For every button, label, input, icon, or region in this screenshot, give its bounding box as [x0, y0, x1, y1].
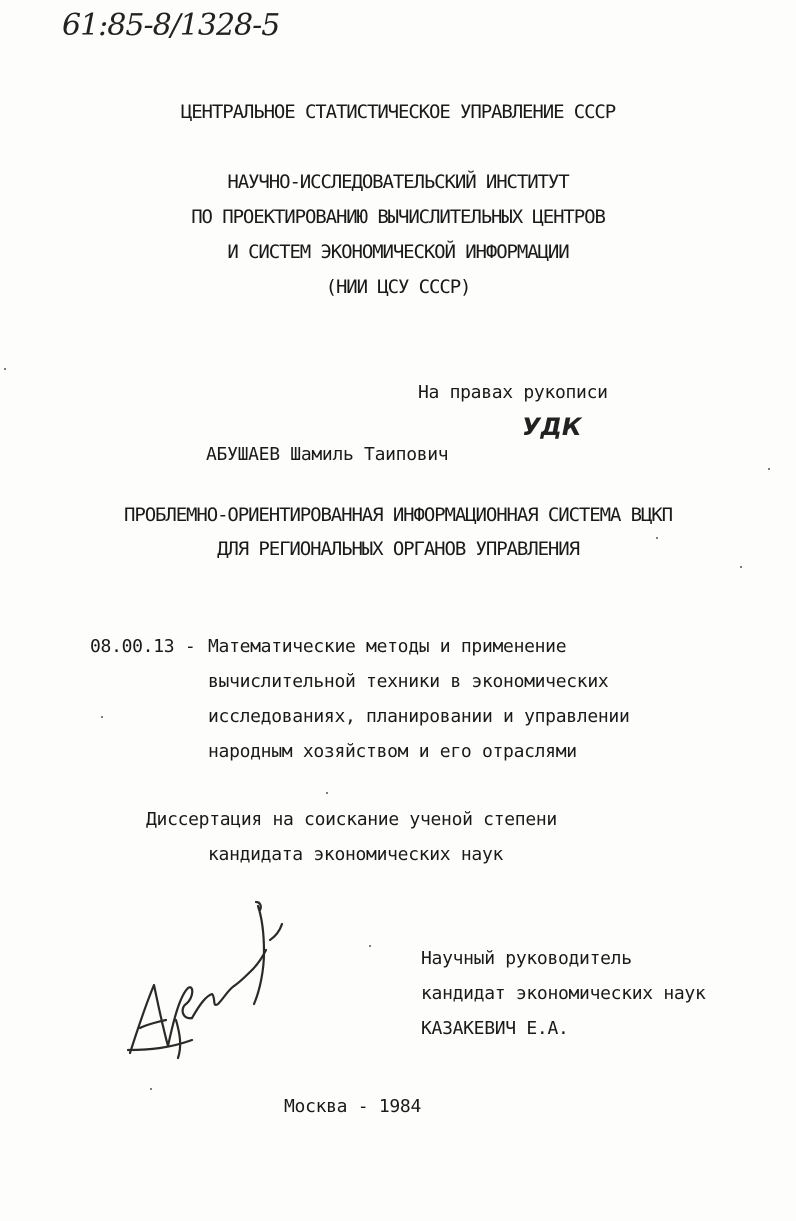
specialty-line-4: народным хозяйством и его отраслями: [208, 741, 577, 762]
city-year: Москва - 1984: [284, 1096, 421, 1117]
scan-speck: [656, 537, 658, 539]
scan-speck: [4, 368, 6, 370]
title-line-1: ПРОБЛЕМНО-ОРИЕНТИРОВАННАЯ ИНФОРМАЦИОННАЯ СИСТЕМА ВЦКП: [124, 504, 672, 526]
scan-speck: [740, 566, 742, 568]
scan-speck: [150, 1088, 152, 1090]
specialty-code: 08.00.13 -: [90, 636, 196, 657]
handwritten-udk: УДК: [522, 413, 582, 441]
institute-line-2: ПО ПРОЕКТИРОВАНИЮ ВЫЧИСЛИТЕЛЬНЫХ ЦЕНТРОВ: [191, 206, 605, 228]
specialty-line-3: исследованиях, планировании и управлении: [208, 706, 630, 727]
scan-speck: [369, 945, 371, 947]
author-signature: [120, 900, 290, 1070]
institute-line-3: И СИСТЕМ ЭКОНОМИЧЕСКОЙ ИНФОРМАЦИИ: [227, 241, 569, 263]
dissertation-line-1: Диссертация на соискание ученой степени: [146, 809, 557, 830]
advisor-degree: кандидат экономических наук: [421, 983, 706, 1004]
scan-speck: [101, 716, 103, 718]
institute-abbreviation: (НИИ ЦСУ СССР): [325, 276, 471, 298]
specialty-line-1: Математические методы и применение: [208, 636, 567, 657]
manuscript-rights-note: На правах рукописи: [418, 382, 608, 403]
dissertation-line-2: кандидата экономических наук: [208, 844, 504, 865]
advisor-name: КАЗАКЕВИЧ Е.А.: [421, 1018, 569, 1039]
specialty-line-2: вычислительной техники в экономических: [208, 671, 609, 692]
organization-line: ЦЕНТРАЛЬНОЕ СТАТИСТИЧЕСКОЕ УПРАВЛЕНИЕ СССР: [180, 101, 616, 123]
title-line-2: ДЛЯ РЕГИОНАЛЬНЫХ ОРГАНОВ УПРАВЛЕНИЯ: [217, 538, 579, 560]
institute-line-1: НАУЧНО-ИССЛЕДОВАТЕЛЬСКИЙ ИНСТИТУТ: [227, 171, 569, 193]
author-name: АБУШАЕВ Шамиль Таипович: [206, 444, 449, 465]
handwritten-archive-code: 61:85-8/1328-5: [62, 8, 280, 43]
scan-speck: [768, 468, 770, 470]
advisor-role: Научный руководитель: [421, 948, 632, 969]
scan-speck: [326, 792, 328, 794]
